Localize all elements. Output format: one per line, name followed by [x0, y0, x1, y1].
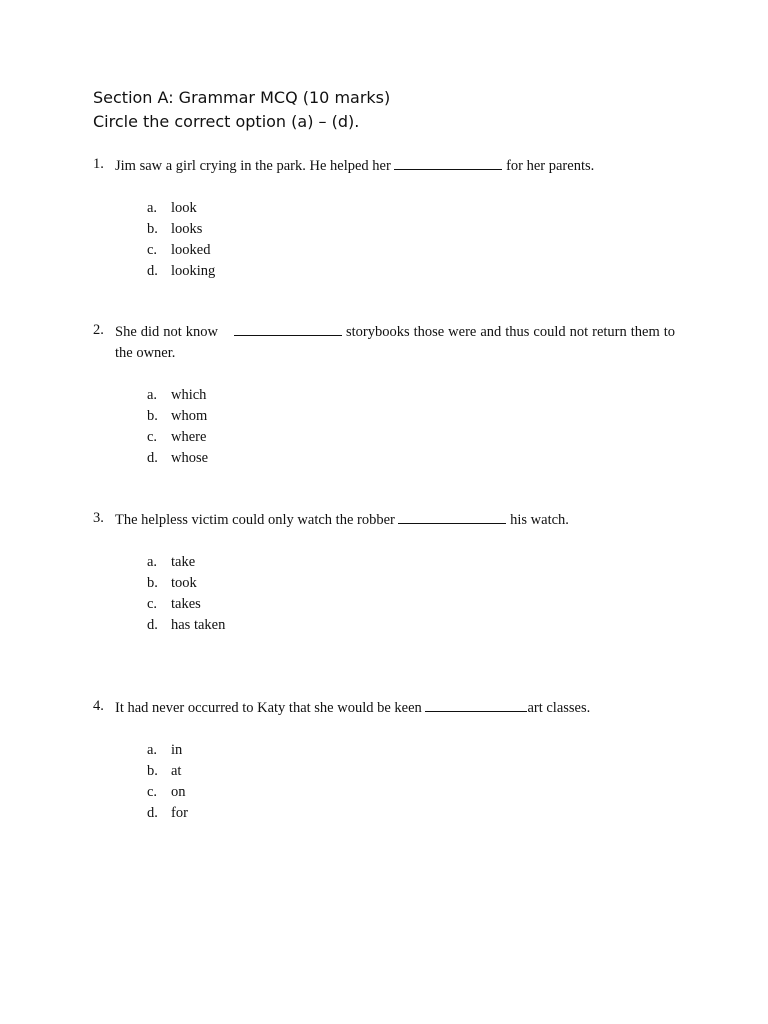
question-number: 4.	[93, 698, 104, 714]
question-text	[115, 698, 675, 719]
option-letter: d.	[147, 805, 158, 821]
option-letter: d.	[147, 617, 158, 633]
option-text: looking	[171, 263, 216, 279]
answer-blank	[425, 698, 527, 712]
option-text: whose	[171, 450, 209, 466]
options-list-4	[147, 740, 188, 824]
option-item[interactable]	[147, 615, 225, 636]
section-title: Section A: Grammar MCQ (10 marks)	[93, 88, 391, 107]
option-item[interactable]	[147, 761, 188, 782]
option-letter: c.	[147, 596, 158, 612]
options-list-3	[147, 552, 225, 636]
option-letter: b.	[147, 221, 158, 237]
question-number: 3.	[93, 510, 104, 526]
option-text: take	[171, 554, 196, 570]
option-item[interactable]	[147, 219, 215, 240]
option-letter: c.	[147, 242, 158, 258]
section-instruction: Circle the correct option (a) – (d).	[93, 112, 360, 131]
option-item[interactable]	[147, 406, 208, 427]
option-letter: b.	[147, 575, 158, 591]
question-text	[115, 322, 675, 364]
question-text-before: Jim saw a girl crying in the park. He helped her	[115, 158, 395, 174]
option-text: which	[171, 387, 207, 403]
question-text-after: his watch.	[506, 512, 569, 528]
answer-blank	[234, 322, 342, 336]
option-item[interactable]	[147, 198, 215, 219]
option-item[interactable]	[147, 740, 188, 761]
option-letter: a.	[147, 554, 158, 570]
option-text: for	[171, 805, 188, 821]
option-text: in	[171, 742, 183, 758]
answer-blank	[398, 510, 506, 524]
option-text: where	[171, 429, 207, 445]
option-text: on	[171, 784, 186, 800]
option-item[interactable]	[147, 552, 225, 573]
option-text: at	[171, 763, 182, 779]
question-text	[115, 156, 675, 177]
option-item[interactable]	[147, 385, 208, 406]
option-item[interactable]	[147, 594, 225, 615]
option-letter: c.	[147, 784, 158, 800]
question-text-before: She did not know	[115, 324, 222, 340]
option-text: whom	[171, 408, 208, 424]
question-text	[115, 510, 675, 531]
question-text-after: art classes.	[527, 700, 591, 716]
question-number: 2.	[93, 322, 104, 338]
option-letter: a.	[147, 387, 158, 403]
option-letter: d.	[147, 263, 158, 279]
option-item[interactable]	[147, 573, 225, 594]
option-letter: c.	[147, 429, 158, 445]
question-text-before: It had never occurred to Katy that she would be keen	[115, 700, 426, 716]
question-number: 1.	[93, 156, 104, 172]
option-item[interactable]	[147, 261, 215, 282]
option-text: looks	[171, 221, 203, 237]
option-letter: b.	[147, 763, 158, 779]
question-text-after: storybooks those were and thus could not return them to the owner.	[115, 324, 675, 361]
option-text: look	[171, 200, 197, 216]
option-text: takes	[171, 596, 201, 612]
option-item[interactable]	[147, 240, 215, 261]
options-list-1	[147, 198, 215, 282]
option-letter: d.	[147, 450, 158, 466]
question-text-after: for her parents.	[502, 158, 595, 174]
option-text: looked	[171, 242, 211, 258]
option-letter: b.	[147, 408, 158, 424]
option-text: took	[171, 575, 197, 591]
answer-blank	[394, 156, 502, 170]
option-text: has taken	[171, 617, 226, 633]
option-item[interactable]	[147, 427, 208, 448]
option-item[interactable]	[147, 782, 188, 803]
question-text-before: The helpless victim could only watch the robber	[115, 512, 399, 528]
option-item[interactable]	[147, 803, 188, 824]
option-item[interactable]	[147, 448, 208, 469]
option-letter: a.	[147, 200, 158, 216]
option-letter: a.	[147, 742, 158, 758]
options-list-2	[147, 385, 208, 469]
